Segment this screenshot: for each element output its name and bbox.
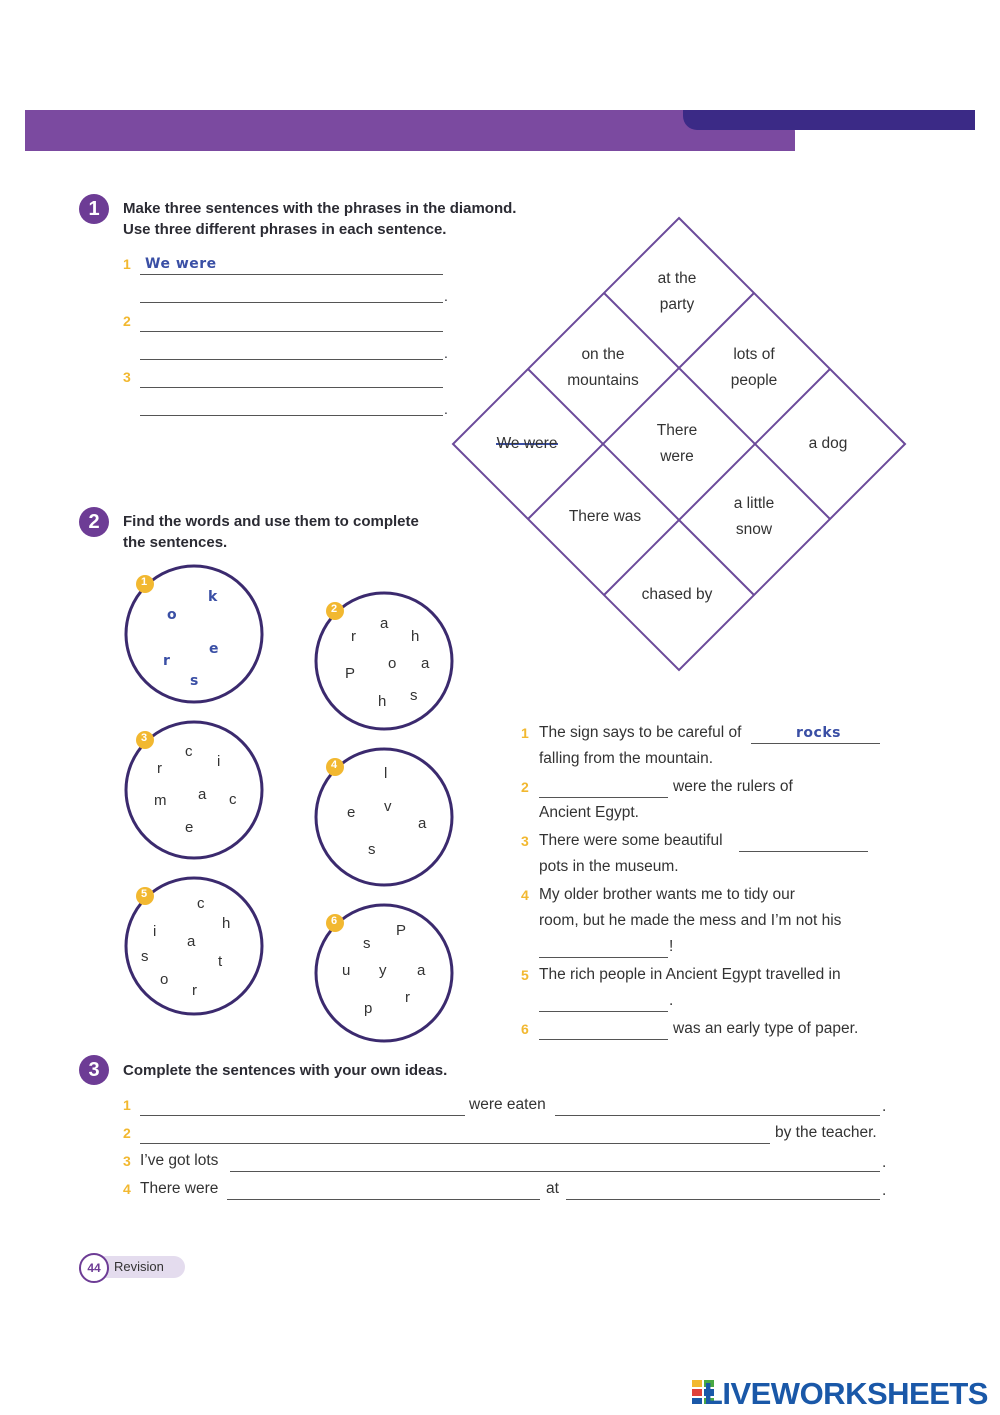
page-number: 44 [79, 1253, 109, 1283]
period: . [444, 401, 448, 417]
period: . [882, 1182, 887, 1199]
diamond-cell: chased by [641, 586, 713, 603]
ex2-item-number: 2 [521, 779, 529, 795]
circle-letter: a [418, 815, 427, 832]
letter-circles [0, 0, 480, 1060]
ex1-item-number: 3 [123, 369, 131, 385]
answer-line[interactable] [739, 851, 868, 852]
circle-letter: o [160, 971, 169, 988]
ex2-answer-1[interactable]: rocks [796, 725, 841, 741]
diamond-cell: lots of people [730, 346, 778, 389]
answer-line[interactable] [140, 1143, 770, 1144]
circle-letter: s [410, 687, 418, 704]
ex3-sentence-text: at [546, 1180, 559, 1197]
ex2-item-number: 3 [521, 833, 529, 849]
diamond-cell: at the party [657, 270, 697, 313]
circle-letter: P [345, 665, 356, 682]
circle-letter: h [222, 915, 231, 932]
circle-letter: m [154, 792, 167, 809]
circle-letter: s [190, 673, 199, 689]
circle-number: 5 [141, 888, 148, 900]
ex3-sentence-text: by the teacher. [775, 1124, 877, 1141]
diamond-cell-crossed: We were [496, 435, 558, 452]
circle-number: 2 [331, 603, 338, 615]
ex2-item-number: 4 [521, 887, 529, 903]
ex3-sentence-text: were eaten [469, 1096, 546, 1113]
circle-letter: r [405, 989, 410, 1006]
period: . [882, 1098, 887, 1115]
diamond-cell: a little snow [733, 495, 775, 538]
circle-letter: a [380, 615, 389, 632]
ex2-sentence-text: The sign says to be careful of [539, 724, 742, 741]
ex2-sentence-text: were the rulers of [673, 778, 793, 795]
page-label: Revision [114, 1259, 164, 1274]
circle-letter: h [378, 693, 387, 710]
answer-line[interactable] [566, 1199, 880, 1200]
exercise-3-number: 3 [79, 1055, 109, 1085]
exercise-2-instruction: Find the words and use them to complete the sentences. [123, 513, 419, 551]
circle-letter: s [363, 935, 371, 952]
circle-letter: o [167, 607, 178, 623]
ex3-item-number: 3 [123, 1153, 131, 1169]
ex3-sentence-text: There were [140, 1180, 219, 1197]
circle-letter: r [163, 653, 171, 669]
answer-line[interactable] [539, 1011, 668, 1012]
ex3-item-number: 2 [123, 1125, 131, 1141]
ex2-item-number: 5 [521, 967, 529, 983]
circle-letter: c [197, 895, 205, 912]
circle-letter: s [141, 948, 149, 965]
period: . [444, 345, 448, 361]
ex2-sentence-text: My older brother wants me to tidy our [539, 886, 795, 903]
ex2-sentence-text: room, but he made the mess and I’m not his [539, 912, 842, 929]
circle-letter: a [417, 962, 426, 979]
circle-letter: r [192, 982, 197, 999]
circle-letter: r [157, 760, 162, 777]
circle-letter: i [153, 923, 157, 940]
circle-letter: c [185, 743, 193, 760]
period: . [444, 288, 448, 304]
answer-line[interactable] [751, 743, 880, 744]
circle-number: 3 [141, 732, 148, 744]
circle-letter: a [198, 786, 207, 803]
ex2-item-number: 6 [521, 1021, 529, 1037]
circle-letter: r [351, 628, 356, 645]
circle-letter: u [342, 962, 351, 979]
exclamation: ! [669, 938, 674, 955]
circle-letter: e [347, 804, 356, 821]
circle-letter: P [396, 922, 407, 939]
circle-number: 6 [331, 915, 338, 927]
circle-letter: i [217, 753, 221, 770]
circle-letter: p [364, 1000, 373, 1017]
answer-line[interactable] [227, 1199, 540, 1200]
ex2-sentence-text: The rich people in Ancient Egypt travelled in [539, 966, 841, 983]
circle-letter: k [208, 589, 218, 605]
answer-line[interactable] [140, 1115, 465, 1116]
diamond-cell: There was [568, 508, 642, 525]
ex2-sentence-text: falling from the mountain. [539, 750, 714, 767]
circle-letter: c [229, 791, 237, 808]
ex1-item-number: 1 [123, 256, 131, 272]
answer-line[interactable] [539, 797, 668, 798]
circle-number: 1 [141, 576, 148, 588]
circle-letter: v [384, 798, 392, 815]
circle-letter: o [388, 655, 397, 672]
diamond-cell: on the mountains [567, 346, 639, 389]
answer-line[interactable] [539, 957, 668, 958]
ex2-item-number: 1 [521, 725, 529, 741]
diamond-cell: There were [656, 422, 698, 465]
exercise-3-instruction: Complete the sentences with your own ideas. [123, 1062, 448, 1079]
circle-letter: e [185, 819, 194, 836]
ex3-sentence-text: I’ve got lots [140, 1152, 219, 1169]
answer-line[interactable] [539, 1039, 668, 1040]
circle-letter: a [187, 933, 196, 950]
ex2-sentence-text: pots in the museum. [539, 858, 679, 875]
period: . [669, 992, 674, 1009]
circle-letter: s [368, 841, 376, 858]
diamond-cell: a dog [808, 435, 848, 452]
circle-letter: h [411, 628, 420, 645]
ex2-sentence-text: was an early type of paper. [673, 1020, 859, 1037]
answer-line[interactable] [230, 1171, 880, 1172]
ex1-item-number: 2 [123, 313, 131, 329]
ex3-item-number: 1 [123, 1097, 131, 1113]
circle-letter: y [379, 962, 387, 979]
exercise-2-number: 2 [79, 507, 109, 537]
circle-letter: a [421, 655, 430, 672]
exercise-1-instruction: Make three sentences with the phrases in the diamond. Use three different phrases in each sentence. [123, 200, 517, 238]
circle-letter: l [384, 765, 388, 782]
liveworksheets-brand[interactable]: LIVEWORKSHEETS [703, 1376, 988, 1411]
ex3-item-number: 4 [123, 1181, 131, 1197]
circle-number: 4 [331, 759, 338, 771]
ex1-answer-1[interactable]: We were [145, 256, 217, 272]
ex2-sentence-text: There were some beautiful [539, 832, 723, 849]
ex2-sentence-text: Ancient Egypt. [539, 804, 639, 821]
circle-letter: e [209, 641, 219, 657]
circle-letter: t [218, 953, 223, 970]
exercise-1-number: 1 [79, 194, 109, 224]
period: . [882, 1154, 887, 1171]
answer-line[interactable] [555, 1115, 880, 1116]
